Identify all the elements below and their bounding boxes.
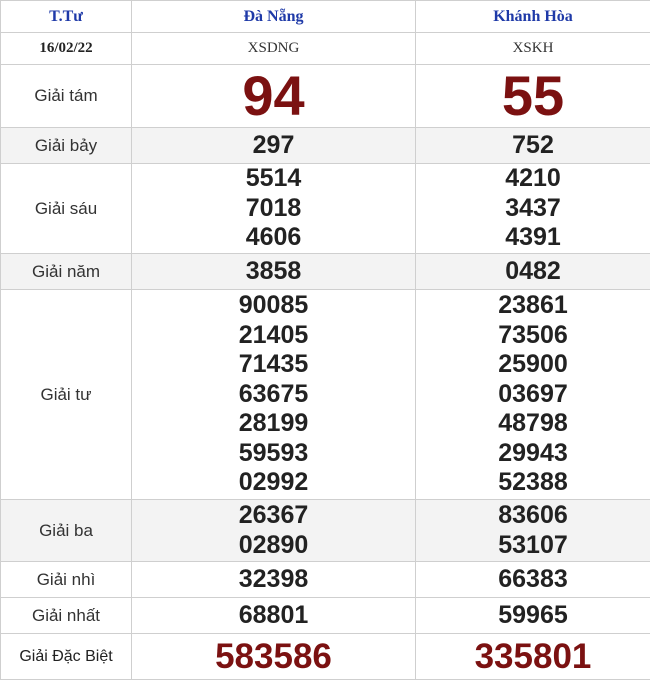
prize-label-g4: Giải tư — [1, 290, 132, 500]
prize-number: 73506 — [498, 320, 568, 349]
prize-values-g4-khanhhoa — [416, 290, 650, 500]
prize-values-g5-danang — [132, 254, 416, 290]
special-prize-number: 335801 — [474, 636, 592, 676]
prize-number: 25900 — [498, 350, 568, 379]
province-header-khanhhoa[interactable]: Khánh Hòa — [416, 1, 650, 33]
prize-number: 4210 — [505, 164, 561, 193]
prize-number: 03697 — [498, 379, 568, 408]
prize-number: 83606 — [498, 501, 568, 529]
prize-number: 02992 — [238, 468, 309, 497]
draw-date: 16/02/22 — [1, 33, 132, 65]
prize-label-g5: Giải năm — [1, 254, 132, 290]
prize-number: 28199 — [238, 409, 309, 438]
prize-values-g6-khanhhoa — [416, 164, 650, 254]
prize-values-g8-danang — [132, 65, 416, 128]
prize-number: 4391 — [505, 223, 561, 252]
prize-number: 29943 — [498, 438, 568, 467]
prize-label-special: Giải Đặc Biệt — [1, 634, 132, 680]
prize-number: 752 — [512, 130, 554, 159]
prize-label-g8: Giải tám — [1, 65, 132, 128]
prize-number: 68801 — [238, 600, 309, 629]
prize-number: 0482 — [505, 256, 561, 285]
special-prize-number: 583586 — [215, 636, 332, 676]
prize-row-g1 — [1, 598, 650, 634]
prize-number: 71435 — [238, 350, 309, 379]
prize-number: 66383 — [498, 564, 568, 593]
prize-number: 59593 — [238, 438, 309, 467]
prize-number: 4606 — [245, 223, 302, 252]
lottery-code-khanhhoa: XSKH — [416, 33, 650, 65]
prize-number: 7018 — [245, 193, 302, 222]
prize-values-g3-danang — [132, 500, 416, 562]
subheader-row — [1, 33, 650, 65]
prize-number: 3858 — [245, 256, 302, 285]
prize-number: 59965 — [498, 600, 568, 629]
prize-number: 94 — [242, 64, 305, 127]
prize-number: 32398 — [238, 564, 309, 593]
prize-row-g5 — [1, 254, 650, 290]
prize-row-g6 — [1, 164, 650, 254]
prize-values-g7-khanhhoa — [416, 128, 650, 164]
prize-values-g1-danang — [132, 598, 416, 634]
prize-number: 23861 — [498, 291, 568, 320]
prize-number: 55 — [501, 64, 565, 127]
prize-number: 53107 — [498, 530, 568, 559]
weekday-header: T.Tư — [1, 1, 132, 33]
lottery-code-danang: XSDNG — [132, 33, 416, 65]
prize-number: 02890 — [238, 530, 309, 559]
prize-values-g7-danang — [132, 128, 416, 164]
prize-values-special-danang — [132, 634, 416, 680]
prize-values-g8-khanhhoa — [416, 65, 650, 128]
prize-row-g4 — [1, 290, 650, 500]
prize-values-g1-khanhhoa — [416, 598, 650, 634]
province-header-danang[interactable]: Đà Nẵng — [132, 1, 416, 33]
prize-number: 63675 — [238, 379, 309, 408]
prize-number: 90085 — [238, 291, 309, 320]
prize-number: 297 — [252, 130, 295, 159]
prize-row-g2 — [1, 562, 650, 598]
prize-number: 26367 — [238, 501, 309, 529]
prize-row-g3 — [1, 500, 650, 562]
prize-row-special — [1, 634, 650, 680]
prize-row-g7 — [1, 128, 650, 164]
prize-number: 3437 — [505, 193, 561, 222]
prize-label-g2: Giải nhì — [1, 562, 132, 598]
prize-number: 21405 — [238, 320, 309, 349]
prize-label-g6: Giải sáu — [1, 164, 132, 254]
prize-values-g4-danang — [132, 290, 416, 500]
prize-values-special-khanhhoa — [416, 634, 650, 680]
prize-values-g3-khanhhoa — [416, 500, 650, 562]
header-row — [1, 1, 650, 33]
prize-values-g2-danang — [132, 562, 416, 598]
prize-label-g7: Giải bảy — [1, 128, 132, 164]
prize-number: 5514 — [245, 164, 302, 193]
prize-values-g2-khanhhoa — [416, 562, 650, 598]
prize-values-g6-danang — [132, 164, 416, 254]
prize-number: 52388 — [498, 468, 568, 497]
prize-row-g8 — [1, 65, 650, 128]
prize-number: 48798 — [498, 409, 568, 438]
prize-label-g1: Giải nhất — [1, 598, 132, 634]
prize-label-g3: Giải ba — [1, 500, 132, 562]
prize-values-g5-khanhhoa — [416, 254, 650, 290]
